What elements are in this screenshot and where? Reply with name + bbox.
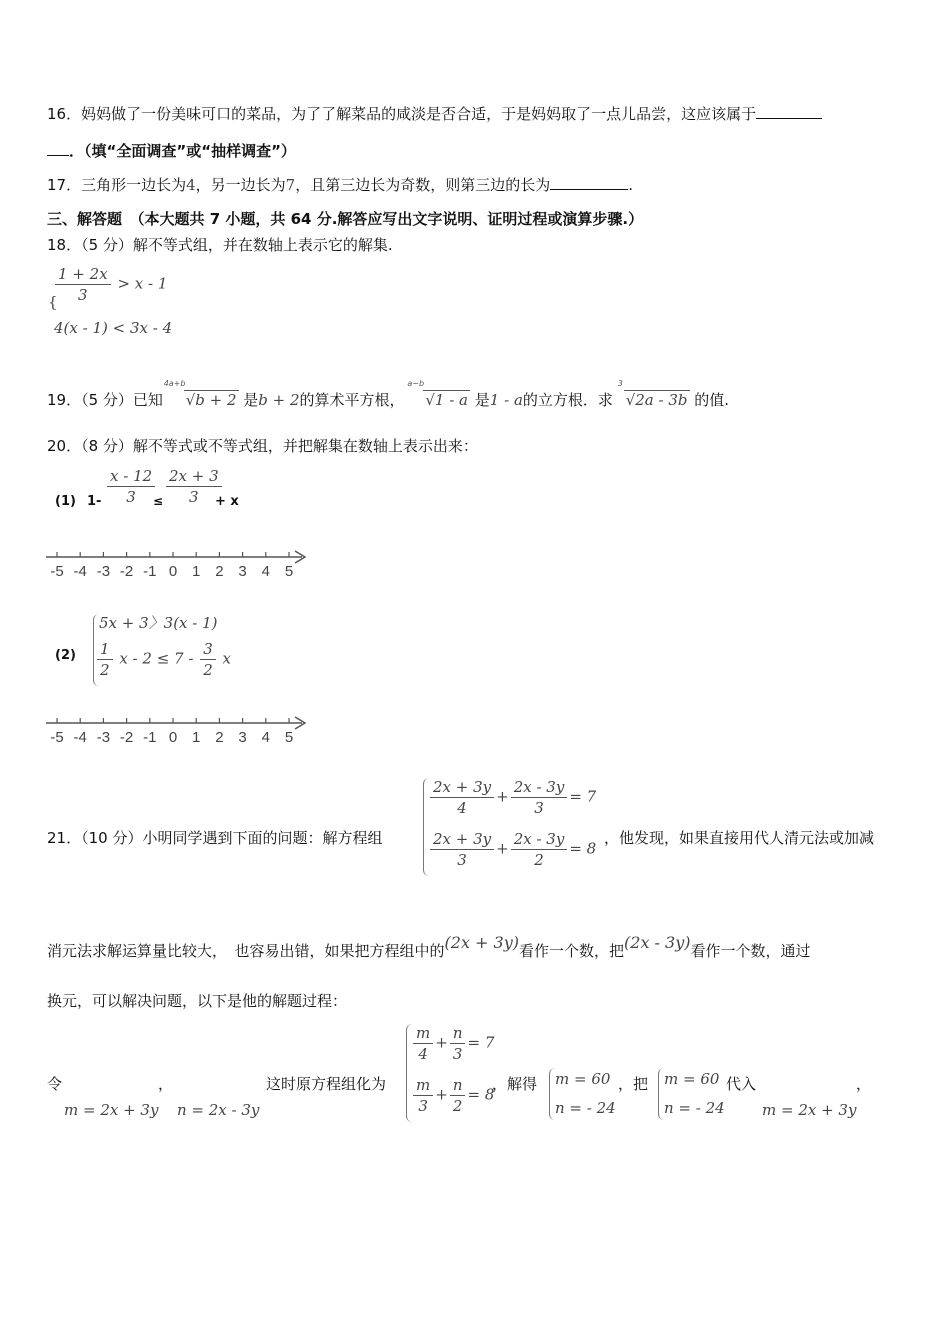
number-line-2-label: 3 (238, 729, 247, 746)
number-line-2-label: 1 (192, 729, 201, 746)
q21-ling: 令 (47, 1075, 63, 1093)
number-line-2-label: -1 (143, 729, 157, 746)
q21-ba: ，把 (618, 1075, 649, 1093)
q21-daru: 代入 (726, 1075, 757, 1093)
q19-text: 19．（5 分）已知 4a+b √b + 2 是b + 2的算术平方根， a−b √1 - a 是1 - a的立方根．求 3 √2a - 3b 的值. (47, 379, 730, 409)
q16-line2: ．（填“全面调查”或“抽样调查”） (47, 140, 296, 161)
number-line-1-label: 1 (192, 563, 201, 580)
q18-text: 18．（5 分）解不等式组，并在数轴上表示它的解集. (47, 236, 393, 254)
number-line-1-label: 2 (215, 563, 224, 580)
q21-jiede: ，解得 (492, 1075, 538, 1093)
q21-sol-n: n = - 24 (555, 1099, 616, 1117)
q21-line2: 消元法求解运算量比较大， 也容易出错，如果把方程组中的(2x + 3y)看作一个数，把(2x - 3y)看作一个数，通过 (47, 933, 811, 960)
q16-text: 16．妈妈做了一份美味可口的菜品，为了了解菜品的咸淡是否合适，于是妈妈取了一点儿品尝，这应该属于 (47, 103, 822, 124)
q21-def-m-2: m = 2x + 3y (762, 1101, 857, 1119)
number-line-2-label: -4 (73, 729, 87, 746)
number-line-1-label: 4 (261, 563, 270, 580)
number-line-1-label: -3 (96, 563, 111, 580)
number-line-1-label: 5 (284, 563, 294, 580)
q21-after: ，他发现，如果直接用代人清元法或加减 (604, 829, 875, 847)
q21-def-n: n = 2x - 3y (177, 1101, 260, 1119)
number-line-2-label: 0 (168, 729, 178, 746)
number-line-2-label: -2 (119, 729, 134, 746)
q21-prefix: 21．（10 分）小明同学遇到下面的问题：解方程组 (47, 829, 383, 847)
q21-eq2: $\frac{2x + 3y}{3}$ + $\frac{2x - 3y}{2}$ = 8 (428, 830, 596, 869)
q21-eq1: $\frac{2x + 3y}{4}$ + $\frac{2x - 3y}{3}$ = 7 (428, 778, 596, 817)
number-line-1-label: -4 (73, 563, 87, 580)
number-line-2-label: 4 (261, 729, 270, 746)
number-line-2-label: -5 (50, 729, 64, 746)
q21-def-m: m = 2x + 3y (64, 1101, 159, 1119)
q21-sol-n-2: n = - 24 (664, 1099, 725, 1117)
q21-sol-m-2: m = 60 (664, 1070, 720, 1088)
section3-heading: 三、解答题 （本大题共 7 小题，共 64 分.解答应写出文字说明、证明过程或演算步骤.） (47, 210, 644, 228)
q21-this: 这时原方程组化为 (266, 1075, 387, 1093)
number-line-2-label: 5 (284, 729, 294, 746)
number-line-2 (44, 712, 310, 746)
q21-sub-eq2: $\frac{m}{3}$ + $\frac{n}{2}$ = 8 (411, 1076, 494, 1115)
q21-sol-m: m = 60 (555, 1070, 611, 1088)
q21-sub-eq1: $\frac{m}{4}$ + $\frac{n}{3}$ = 7 (411, 1024, 494, 1063)
q17-blank[interactable] (550, 175, 628, 190)
q21-comma1: ， (158, 1075, 174, 1093)
number-line-1-label: 0 (168, 563, 178, 580)
number-line-1-label: -1 (143, 563, 157, 580)
q21-line3: 换元，可以解决问题，以下是他的解题过程： (47, 992, 348, 1010)
q17-text: 17．三角形一边长为4，另一边长为7，且第三边长为奇数，则第三边的长为 . (47, 176, 633, 194)
q16-blank-cont[interactable] (47, 141, 69, 156)
number-line-1-label: 3 (238, 563, 247, 580)
number-line-2-label: -3 (96, 729, 111, 746)
q20-text: 20．（8 分）解不等式或不等式组，并把解集在数轴上表示出来： (47, 437, 478, 455)
number-line-1-label: -5 (50, 563, 64, 580)
q21-comma2: ， (856, 1075, 872, 1093)
number-line-1-label: -2 (119, 563, 134, 580)
q16-blank[interactable] (756, 104, 822, 119)
number-line-2-label: 2 (215, 729, 224, 746)
number-line-1 (44, 546, 310, 580)
